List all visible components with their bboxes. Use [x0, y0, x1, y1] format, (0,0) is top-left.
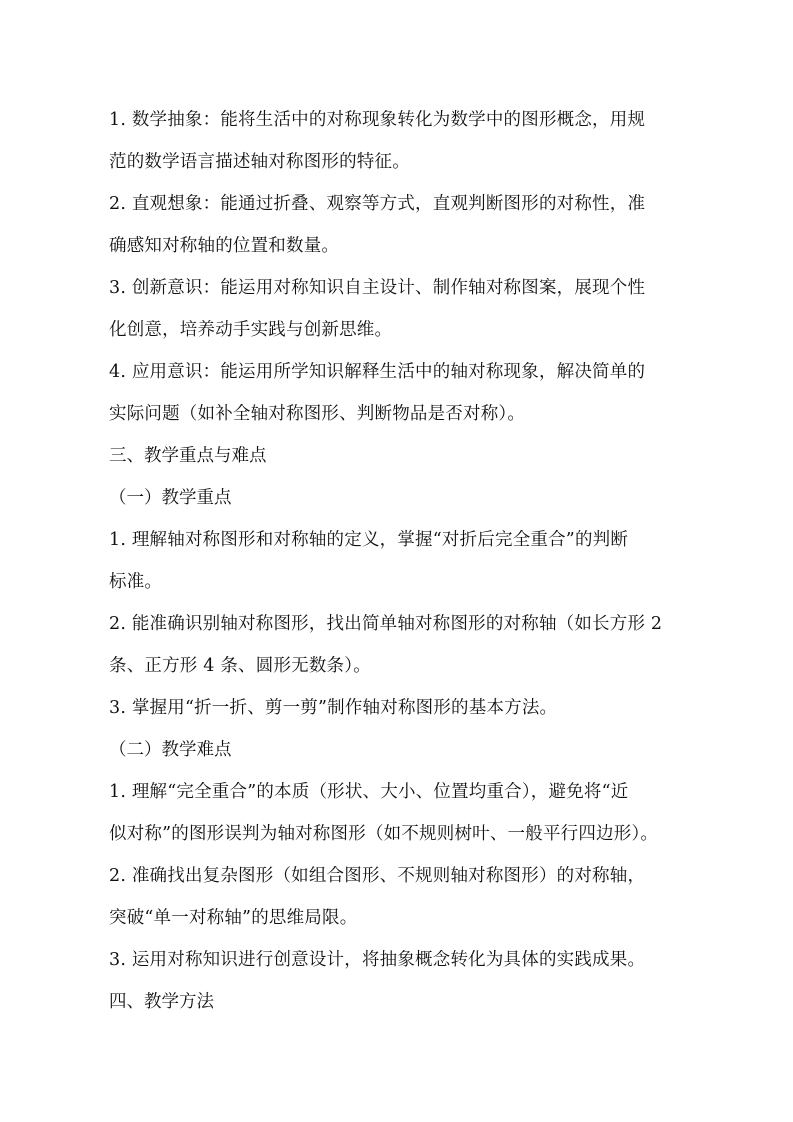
text-line: 3. 运用对称知识进行创意设计，将抽象概念转化为具体的实践成果。: [109, 950, 646, 970]
section-heading: 三、教学重点与难点: [109, 446, 267, 466]
text-line: 1. 理解“完全重合”的本质（形状、大小、位置均重合），避免将“近: [109, 782, 629, 802]
document-body: [109, 99, 689, 1023]
subsection-heading: （一）教学重点: [109, 488, 232, 508]
text-line: 3. 创新意识：能运用对称知识自主设计、制作轴对称图案，展现个性: [109, 278, 646, 298]
text-line: 2. 能准确识别轴对称图形，找出简单轴对称图形的对称轴（如长方形 2: [109, 614, 663, 634]
text-line: 范的数学语言描述轴对称图形的特征。: [109, 152, 410, 172]
text-line: 条、正方形 4 条、圆形无数条）。: [109, 656, 371, 676]
text-line: 实际问题（如补全轴对称图形、判断物品是否对称）。: [109, 404, 526, 424]
text-line: 2. 直观想象：能通过折叠、观察等方式，直观判断图形的对称性，准: [109, 194, 646, 214]
text-line: 突破“单一对称轴”的思维局限。: [109, 908, 358, 928]
text-line: 化创意，培养动手实践与创新思维。: [109, 320, 393, 340]
text-line: 3. 掌握用“折一折、剪一剪”制作轴对称图形的基本方法。: [109, 698, 558, 718]
text-line: 标准。: [109, 572, 163, 592]
subsection-heading: （二）教学难点: [109, 740, 232, 760]
section-heading: 四、教学方法: [109, 992, 214, 1012]
text-line: 1. 理解轴对称图形和对称轴的定义，掌握“对折后完全重合”的判断: [109, 530, 629, 550]
text-line: 似对称”的图形误判为轴对称图形（如不规则树叶、一般平行四边形）。: [109, 824, 659, 844]
text-line: 1. 数学抽象：能将生活中的对称现象转化为数学中的图形概念，用规: [109, 110, 646, 130]
text-line: 确感知对称轴的位置和数量。: [109, 236, 340, 256]
text-line: 2. 准确找出复杂图形（如组合图形、不规则轴对称图形）的对称轴，: [109, 866, 646, 886]
text-line: 4. 应用意识：能运用所学知识解释生活中的轴对称现象，解决简单的: [109, 362, 646, 382]
